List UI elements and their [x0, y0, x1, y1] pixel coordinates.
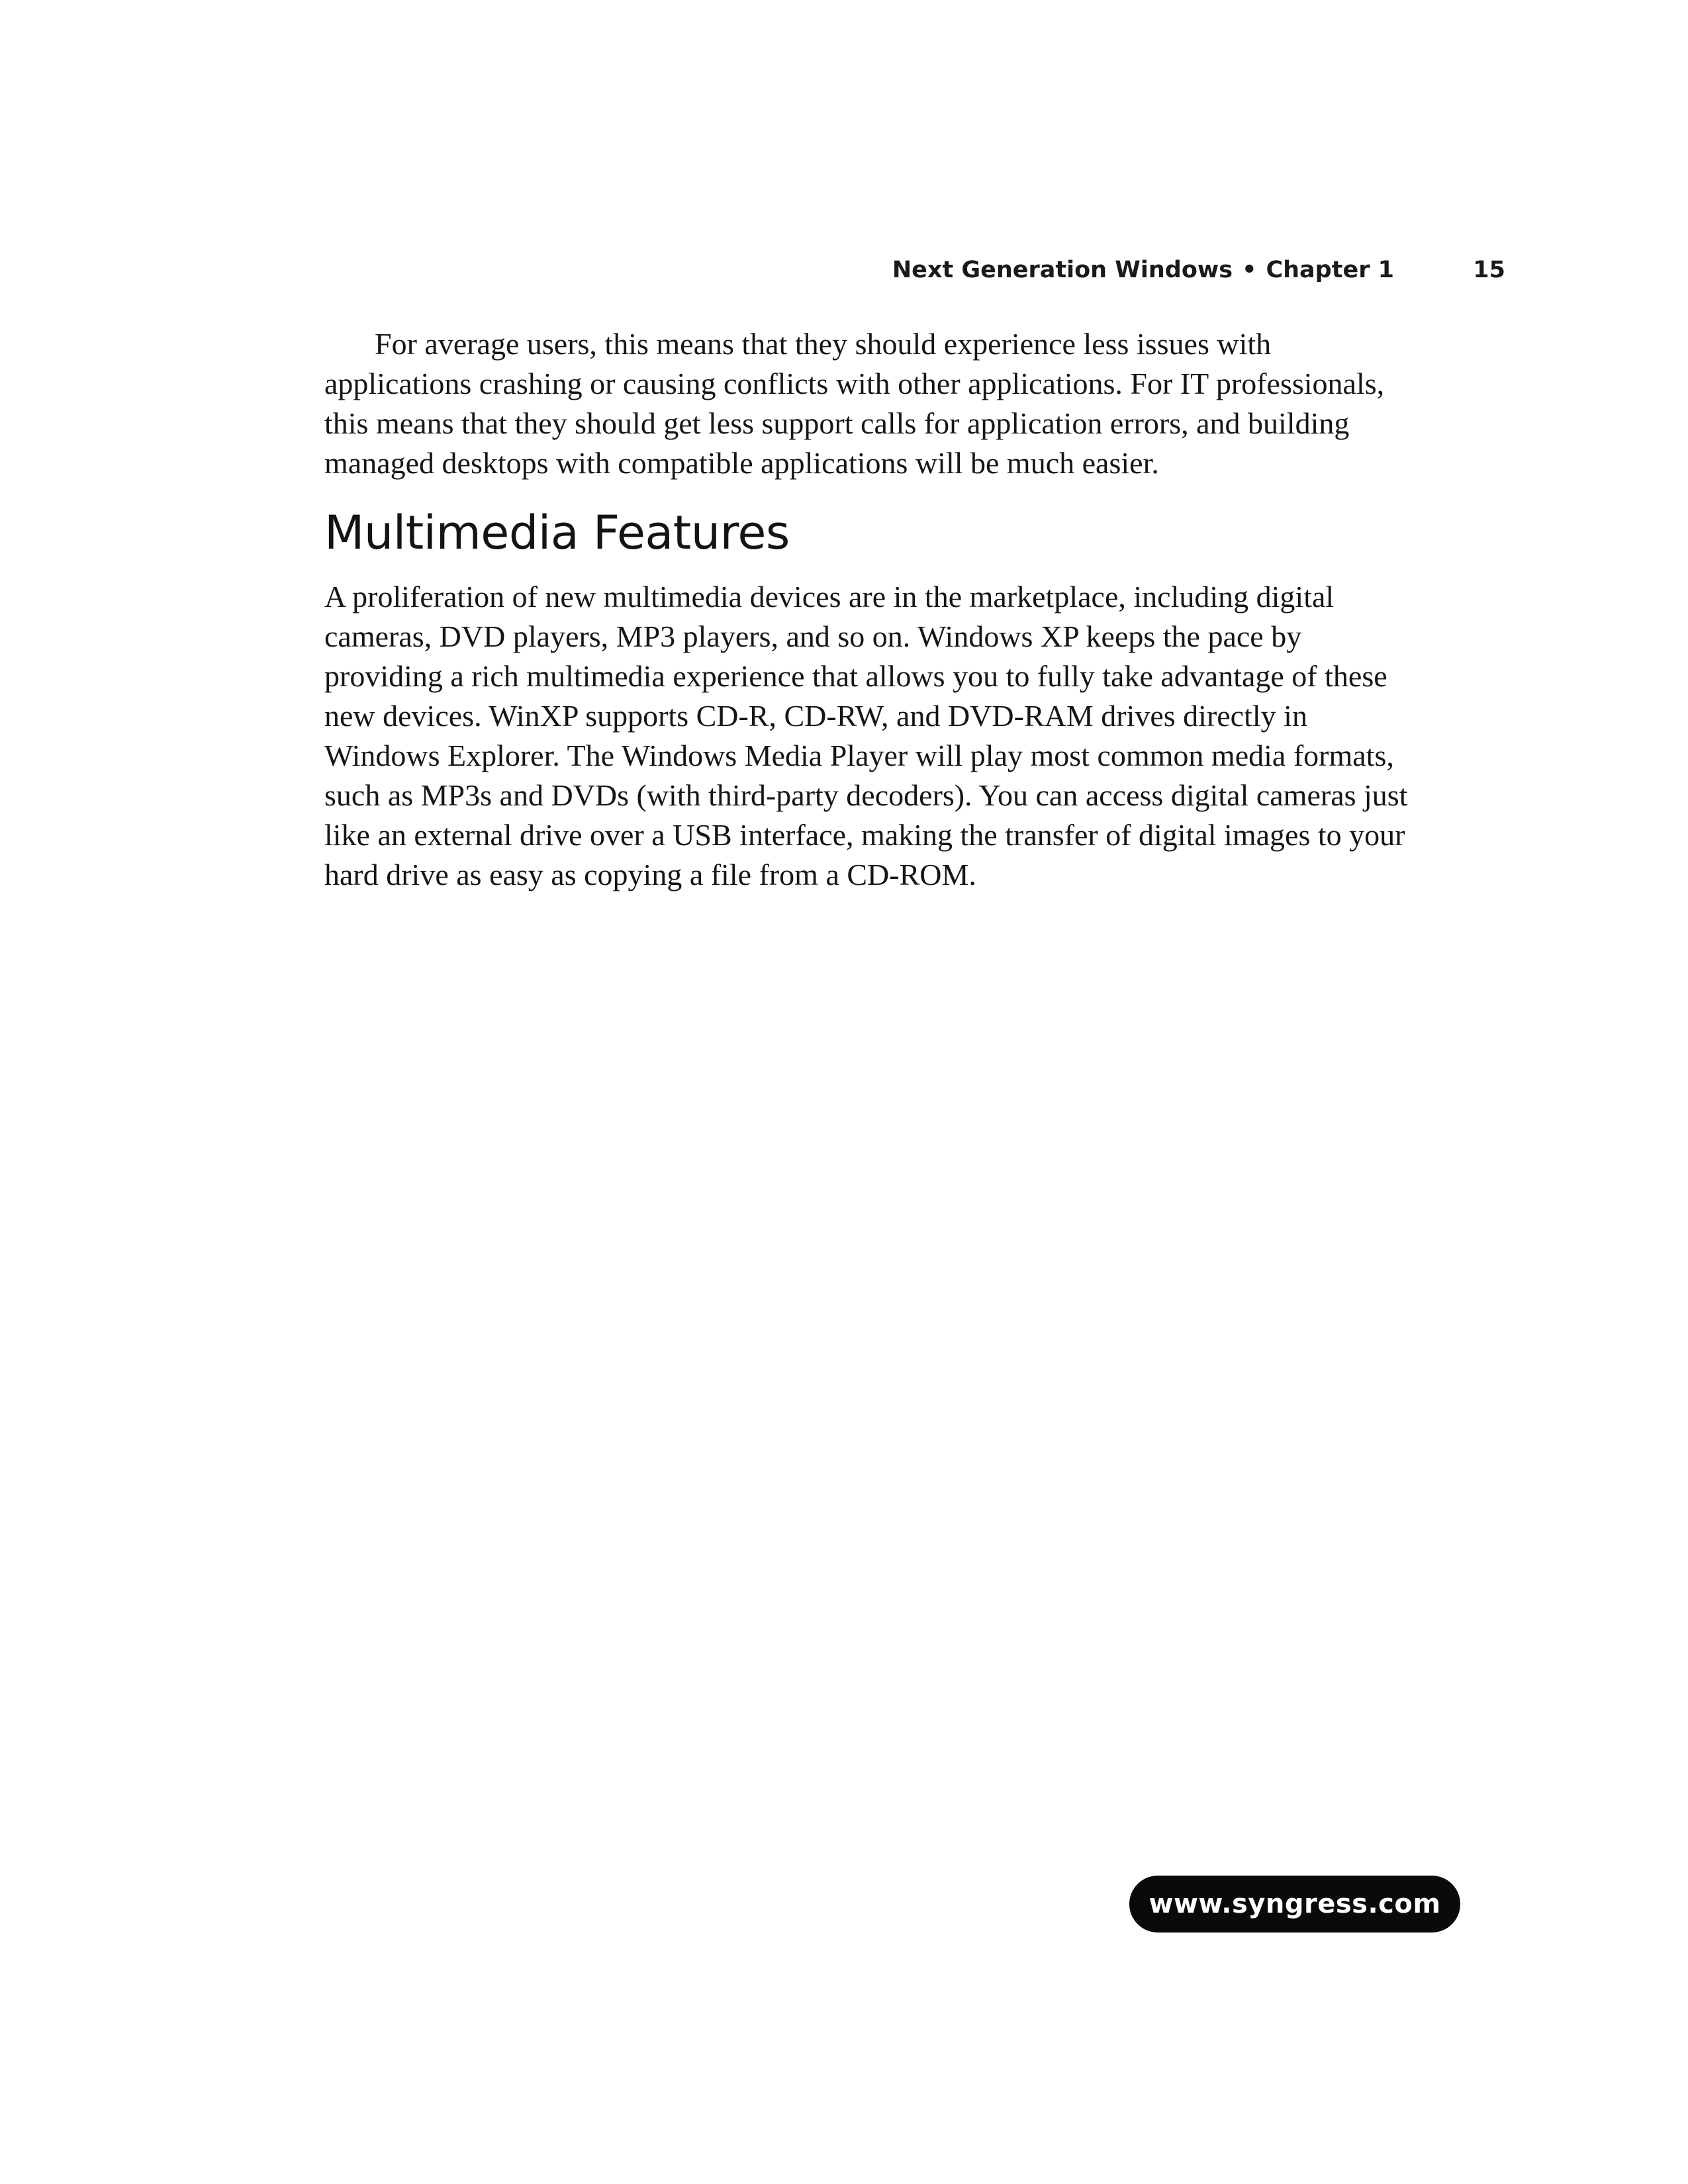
chapter-label: Chapter 1 [1266, 257, 1394, 283]
website-link[interactable]: www.syngress.com [1129, 1876, 1460, 1933]
intro-paragraph: For average users, this means that they should experience less issues with applications crashing or causing conflicts with other applications. For IT professionals, this means that they should get less support calls for application errors, and building managed desktops with compatible applications will be much easier. [324, 327, 1385, 480]
chapter-name: Next Generation Windows [892, 257, 1233, 283]
header-bullet: • [1242, 257, 1257, 283]
running-header-title [892, 250, 1394, 290]
running-header [794, 250, 1505, 290]
section-heading: Multimedia Features [324, 506, 790, 560]
page-number: 15 [1473, 257, 1505, 283]
section-paragraph: A proliferation of new multimedia devices are in the marketplace, including digital cameras, DVD players, MP3 players, and so on. Windows XP keeps the pace by providing a rich multimedia experience that allows you to fully take advantage of these new devices. WinXP supports CD-R, CD-RW, and DVD-RAM drives directly in Windows Explorer. The Windows Media Player will play most common media formats, such as MP3s and DVDs (with third-party decoders). You can access digital cameras just like an external drive over a USB interface, making the transfer of digital images to your hard drive as easy as copying a file from a CD-ROM. [324, 580, 1408, 891]
intro-paragraph-block [324, 324, 1410, 483]
section-paragraph-block [324, 577, 1410, 895]
